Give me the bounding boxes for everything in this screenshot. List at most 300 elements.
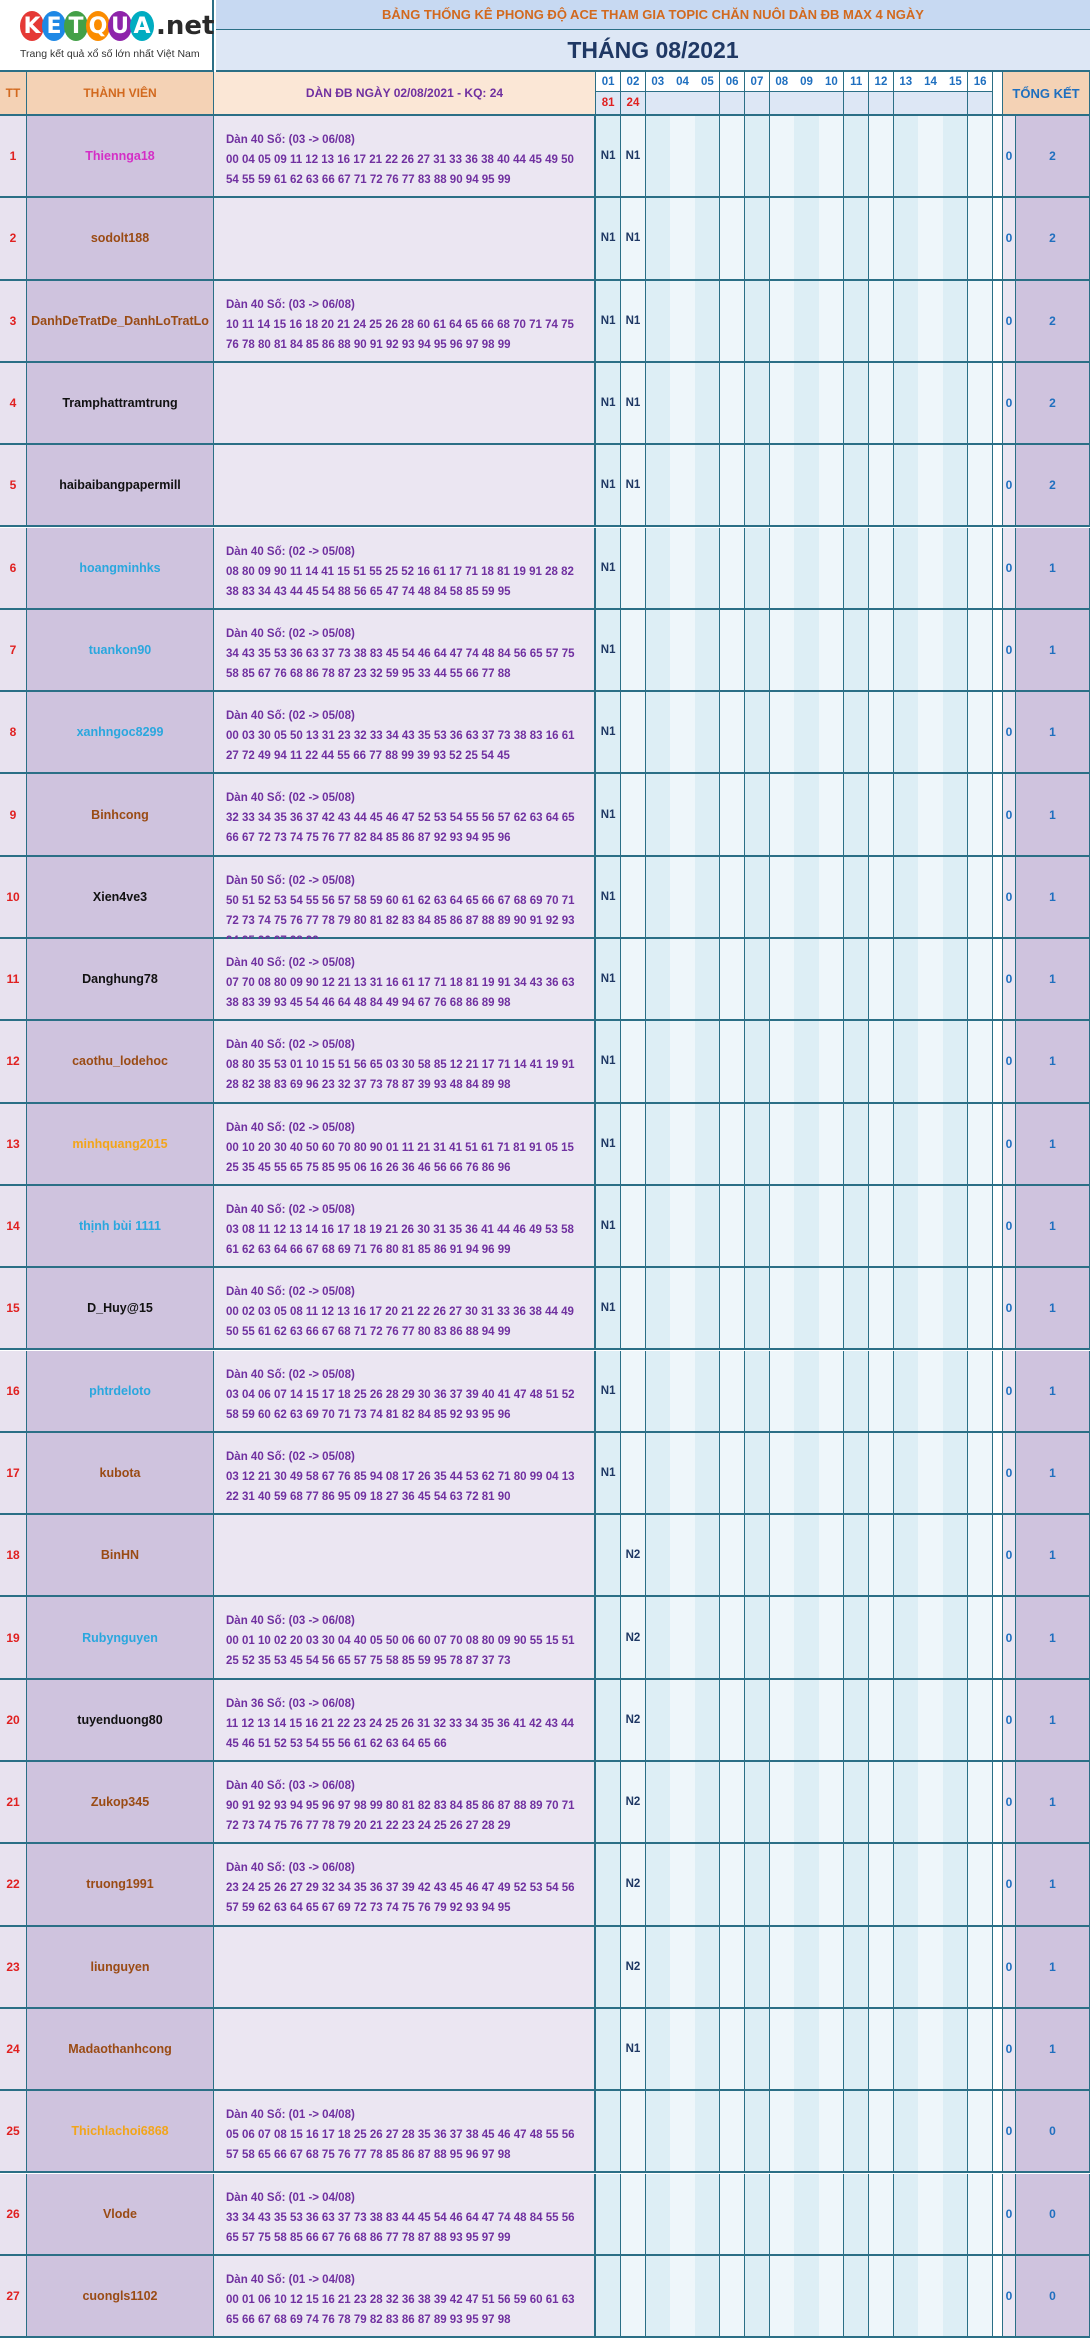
day-cell bbox=[695, 1104, 720, 1186]
day-cell bbox=[745, 1762, 770, 1844]
row-number: 26 bbox=[0, 2174, 27, 2256]
day-cell: N1 bbox=[621, 116, 646, 198]
row-spacer bbox=[993, 1927, 1003, 2009]
day-cell bbox=[894, 2256, 919, 2338]
day-cell bbox=[670, 692, 695, 774]
day-cell bbox=[918, 1268, 943, 1350]
day-cell bbox=[695, 1433, 720, 1515]
member-name[interactable]: cuongls1102 bbox=[27, 2256, 214, 2338]
day-cell bbox=[770, 1680, 795, 1762]
day-cell bbox=[646, 2256, 671, 2338]
row-number: 19 bbox=[0, 1597, 27, 1679]
day-cell bbox=[695, 116, 720, 198]
header-day: 01 bbox=[596, 72, 621, 92]
day-cell bbox=[968, 2009, 993, 2091]
row-zero: 0 bbox=[1003, 1186, 1016, 1268]
member-name[interactable]: Tramphattramtrung bbox=[27, 363, 214, 445]
day-cell bbox=[819, 939, 844, 1021]
day-cell: N1 bbox=[596, 774, 621, 856]
day-cell bbox=[670, 939, 695, 1021]
dan-list: 03 08 11 12 13 14 16 17 18 19 21 26 30 31 35 36 41 44 46 49 53 58 61 62 63 64 66 67 68 69 71 76 80 81 85 86 91 94 96 99 bbox=[226, 1223, 574, 1256]
member-name[interactable]: liunguyen bbox=[27, 1927, 214, 2009]
dan-list: 10 11 14 15 16 18 20 21 24 25 26 28 60 61 64 65 66 68 70 71 74 75 76 78 80 81 84 85 86 88 90 91 92 93 94 95 96 97 98 99 bbox=[226, 318, 574, 351]
day-cell bbox=[621, 692, 646, 774]
day-cell bbox=[869, 939, 894, 1021]
day-cell bbox=[794, 2091, 819, 2173]
day-cell bbox=[794, 1186, 819, 1268]
day-cell bbox=[968, 116, 993, 198]
row-spacer bbox=[993, 1104, 1003, 1186]
day-cell bbox=[670, 363, 695, 445]
day-cell: N2 bbox=[621, 1680, 646, 1762]
row-number: 9 bbox=[0, 774, 27, 856]
row-number: 1 bbox=[0, 116, 27, 198]
day-cell bbox=[918, 1927, 943, 2009]
day-cell bbox=[844, 198, 869, 280]
dan-list: 00 01 10 02 20 03 30 04 40 05 50 06 60 07 70 08 80 09 90 55 15 51 25 52 35 53 45 54 56 65 57 75 58 85 59 95 78 87 37 73 bbox=[226, 1635, 575, 1668]
row-total: 2 bbox=[1016, 116, 1090, 198]
row-total: 1 bbox=[1016, 692, 1090, 774]
header-day: 10 bbox=[819, 72, 844, 92]
day-cell bbox=[918, 198, 943, 280]
member-name[interactable]: BinHN bbox=[27, 1515, 214, 1597]
dan-list: 00 10 20 30 40 50 60 70 80 90 01 11 21 31 41 51 61 71 81 91 05 15 25 35 45 55 65 75 85 95 06 16 26 36 46 56 66 76 86 96 bbox=[226, 1141, 574, 1174]
row-total: 0 bbox=[1016, 2174, 1090, 2256]
day-cell bbox=[745, 1186, 770, 1268]
member-name[interactable]: DanhDeTratDe_DanhLoTratLo bbox=[27, 281, 214, 363]
day-cell bbox=[770, 1927, 795, 2009]
row-total: 1 bbox=[1016, 1104, 1090, 1186]
row-total: 1 bbox=[1016, 1927, 1090, 2009]
day-cell bbox=[794, 1844, 819, 1926]
day-cell bbox=[943, 528, 968, 610]
day-cell bbox=[646, 281, 671, 363]
day-cell bbox=[943, 1680, 968, 1762]
day-cell bbox=[943, 281, 968, 363]
member-name[interactable]: xanhngoc8299 bbox=[27, 692, 214, 774]
day-cell bbox=[745, 198, 770, 280]
row-zero: 0 bbox=[1003, 198, 1016, 280]
day-cell bbox=[918, 363, 943, 445]
day-cell bbox=[670, 2174, 695, 2256]
day-cell bbox=[794, 1104, 819, 1186]
header-day: 16 bbox=[968, 72, 993, 92]
header-day-result bbox=[844, 92, 869, 116]
day-cell bbox=[670, 1927, 695, 2009]
day-cell bbox=[621, 2091, 646, 2173]
day-cell bbox=[621, 1268, 646, 1350]
day-cell bbox=[918, 774, 943, 856]
day-cell bbox=[745, 1104, 770, 1186]
header-total: TỔNG KẾT bbox=[1003, 72, 1090, 116]
day-cell bbox=[844, 281, 869, 363]
row-spacer bbox=[993, 198, 1003, 280]
day-cell bbox=[968, 198, 993, 280]
day-cell bbox=[695, 1762, 720, 1844]
member-name[interactable]: caothu_lodehoc bbox=[27, 1021, 214, 1103]
day-cell bbox=[720, 1762, 745, 1844]
day-cell bbox=[894, 1927, 919, 2009]
day-cell bbox=[770, 692, 795, 774]
day-cell bbox=[720, 2256, 745, 2338]
day-cell bbox=[720, 2091, 745, 2173]
row-number: 22 bbox=[0, 1844, 27, 1926]
day-cell bbox=[720, 281, 745, 363]
day-cell bbox=[819, 2009, 844, 2091]
day-cell bbox=[646, 1433, 671, 1515]
day-cell: N1 bbox=[596, 610, 621, 692]
day-cell bbox=[968, 2091, 993, 2173]
day-cell bbox=[720, 1104, 745, 1186]
day-cell bbox=[745, 1021, 770, 1103]
day-cell bbox=[918, 939, 943, 1021]
dan-title: Dàn 40 Số: (02 -> 05/08) bbox=[226, 710, 355, 723]
day-cell bbox=[819, 281, 844, 363]
day-cell bbox=[646, 939, 671, 1021]
day-cell bbox=[695, 610, 720, 692]
day-cell bbox=[720, 692, 745, 774]
day-cell bbox=[794, 1433, 819, 1515]
dan-numbers bbox=[214, 1844, 596, 1926]
member-name[interactable]: haibaibangpapermill bbox=[27, 445, 214, 527]
row-total: 2 bbox=[1016, 198, 1090, 280]
day-cell bbox=[770, 774, 795, 856]
day-cell bbox=[968, 1351, 993, 1433]
dan-title: Dàn 40 Số: (01 -> 04/08) bbox=[226, 2191, 355, 2204]
row-number: 13 bbox=[0, 1104, 27, 1186]
dan-title: Dàn 40 Số: (02 -> 05/08) bbox=[226, 1121, 355, 1134]
day-cell bbox=[943, 1597, 968, 1679]
day-cell bbox=[943, 1104, 968, 1186]
day-cell bbox=[770, 281, 795, 363]
row-zero: 0 bbox=[1003, 281, 1016, 363]
row-total: 1 bbox=[1016, 1268, 1090, 1350]
day-cell bbox=[943, 1927, 968, 2009]
row-spacer bbox=[993, 116, 1003, 198]
dan-numbers bbox=[214, 692, 596, 774]
day-cell bbox=[869, 1268, 894, 1350]
day-cell: N1 bbox=[596, 692, 621, 774]
header-day-result bbox=[968, 92, 993, 116]
day-cell bbox=[894, 2009, 919, 2091]
member-name[interactable]: phtrdeloto bbox=[27, 1351, 214, 1433]
day-cell bbox=[770, 1844, 795, 1926]
day-cell bbox=[770, 1021, 795, 1103]
day-cell bbox=[844, 2009, 869, 2091]
day-cell bbox=[943, 2256, 968, 2338]
day-cell bbox=[646, 1844, 671, 1926]
day-cell bbox=[894, 1680, 919, 1762]
day-cell bbox=[621, 1186, 646, 1268]
day-cell bbox=[869, 2009, 894, 2091]
day-cell bbox=[844, 363, 869, 445]
day-cell bbox=[943, 1844, 968, 1926]
row-spacer bbox=[993, 363, 1003, 445]
dan-numbers bbox=[214, 1680, 596, 1762]
dan-title: Dàn 40 Số: (01 -> 04/08) bbox=[226, 2109, 355, 2122]
day-cell bbox=[844, 610, 869, 692]
header-day: 07 bbox=[745, 72, 770, 92]
day-cell bbox=[770, 445, 795, 527]
day-cell bbox=[819, 610, 844, 692]
header-day: 15 bbox=[943, 72, 968, 92]
day-cell bbox=[943, 610, 968, 692]
day-cell bbox=[894, 610, 919, 692]
day-cell bbox=[770, 1186, 795, 1268]
day-cell bbox=[695, 281, 720, 363]
day-cell bbox=[819, 1762, 844, 1844]
row-number: 4 bbox=[0, 363, 27, 445]
member-name[interactable]: sodolt188 bbox=[27, 198, 214, 280]
dan-title: Dàn 40 Số: (02 -> 05/08) bbox=[226, 957, 355, 969]
day-cell bbox=[770, 2174, 795, 2256]
day-cell bbox=[968, 281, 993, 363]
row-number: 27 bbox=[0, 2256, 27, 2338]
day-cell bbox=[794, 528, 819, 610]
day-cell bbox=[894, 857, 919, 939]
dan-list: 00 04 05 09 11 12 13 16 17 21 22 26 27 31 33 36 38 40 44 45 49 50 54 55 59 61 62 63 66 67 71 72 76 77 83 88 90 94 95 99 bbox=[226, 154, 574, 186]
dan-list: 33 34 43 35 53 36 63 37 73 38 83 44 45 54 46 64 47 74 48 84 55 56 65 57 75 58 85 66 67 76 68 86 77 78 87 88 93 95 97 99 bbox=[226, 2211, 575, 2244]
day-cell bbox=[819, 528, 844, 610]
member-name[interactable]: Thiennga18 bbox=[27, 116, 214, 198]
row-number: 3 bbox=[0, 281, 27, 363]
day-cell: N1 bbox=[596, 1433, 621, 1515]
dan-list: 07 70 08 80 09 90 12 21 13 31 16 61 17 71 18 81 19 91 34 43 36 63 38 83 39 93 45 54 46 64 48 84 49 94 67 76 68 86 89 98 bbox=[226, 977, 575, 1009]
row-spacer bbox=[993, 939, 1003, 1021]
dan-numbers bbox=[214, 445, 596, 527]
day-cell bbox=[646, 857, 671, 939]
day-cell bbox=[596, 1597, 621, 1679]
day-cell bbox=[918, 2256, 943, 2338]
member-name[interactable]: tuyenduong80 bbox=[27, 1680, 214, 1762]
day-cell bbox=[621, 1104, 646, 1186]
row-zero: 0 bbox=[1003, 1433, 1016, 1515]
day-cell bbox=[819, 2256, 844, 2338]
logo-letter: K bbox=[20, 11, 44, 41]
row-number: 18 bbox=[0, 1515, 27, 1597]
logo-letter: Q bbox=[86, 11, 110, 41]
day-cell bbox=[670, 1433, 695, 1515]
day-cell bbox=[745, 281, 770, 363]
day-cell bbox=[794, 2009, 819, 2091]
day-cell bbox=[745, 1844, 770, 1926]
member-name[interactable]: Zukop345 bbox=[27, 1762, 214, 1844]
day-cell bbox=[844, 1186, 869, 1268]
day-cell bbox=[794, 1597, 819, 1679]
day-cell bbox=[943, 774, 968, 856]
day-cell bbox=[943, 363, 968, 445]
day-cell bbox=[596, 1844, 621, 1926]
day-cell bbox=[794, 1680, 819, 1762]
day-cell bbox=[670, 1104, 695, 1186]
dan-numbers bbox=[214, 2091, 596, 2173]
row-spacer bbox=[993, 1186, 1003, 1268]
day-cell bbox=[943, 1268, 968, 1350]
day-cell: N1 bbox=[596, 1021, 621, 1103]
row-total: 1 bbox=[1016, 774, 1090, 856]
day-cell bbox=[770, 1433, 795, 1515]
member-name[interactable]: Vlode bbox=[27, 2174, 214, 2256]
member-name[interactable]: Xien4ve3 bbox=[27, 857, 214, 939]
header-day-result bbox=[943, 92, 968, 116]
day-cell bbox=[695, 1597, 720, 1679]
brand-block[interactable] bbox=[0, 0, 214, 72]
dan-numbers bbox=[214, 1927, 596, 2009]
day-cell bbox=[968, 1515, 993, 1597]
day-cell bbox=[869, 116, 894, 198]
day-cell: N1 bbox=[596, 528, 621, 610]
dan-numbers bbox=[214, 1104, 596, 1186]
day-cell bbox=[720, 2174, 745, 2256]
member-name[interactable]: tuankon90 bbox=[27, 610, 214, 692]
day-cell bbox=[794, 1268, 819, 1350]
day-cell bbox=[670, 1021, 695, 1103]
day-cell bbox=[968, 1927, 993, 2009]
day-cell bbox=[844, 2174, 869, 2256]
dan-list: 00 03 30 05 50 13 31 23 32 33 34 43 35 53 36 63 37 73 38 83 16 61 27 72 49 94 11 22 44 55 66 77 88 99 39 93 52 25 54 45 bbox=[226, 730, 575, 763]
row-number: 23 bbox=[0, 1927, 27, 2009]
day-cell bbox=[745, 2091, 770, 2173]
row-zero: 0 bbox=[1003, 2091, 1016, 2173]
member-name[interactable]: thịnh bùi 1111 bbox=[27, 1186, 214, 1268]
day-cell bbox=[695, 692, 720, 774]
day-cell bbox=[646, 198, 671, 280]
day-cell bbox=[918, 1844, 943, 1926]
row-spacer bbox=[993, 281, 1003, 363]
member-name[interactable]: Thichlachoi6868 bbox=[27, 2091, 214, 2173]
row-total: 2 bbox=[1016, 445, 1090, 527]
dan-list: 11 12 13 14 15 16 21 22 23 24 25 26 31 32 33 34 35 36 41 42 43 44 45 46 51 52 53 54 55 56 61 62 63 64 65 66 bbox=[226, 1717, 574, 1750]
day-cell bbox=[894, 1597, 919, 1679]
day-cell bbox=[869, 1351, 894, 1433]
day-cell bbox=[918, 281, 943, 363]
day-cell bbox=[819, 1680, 844, 1762]
row-spacer bbox=[993, 1597, 1003, 1679]
day-cell bbox=[943, 2174, 968, 2256]
header-day: 13 bbox=[894, 72, 919, 92]
day-cell bbox=[621, 857, 646, 939]
day-cell bbox=[670, 610, 695, 692]
day-cell bbox=[894, 692, 919, 774]
day-cell bbox=[720, 363, 745, 445]
header-day-result bbox=[869, 92, 894, 116]
day-cell bbox=[968, 774, 993, 856]
dan-numbers bbox=[214, 610, 596, 692]
day-cell bbox=[819, 445, 844, 527]
day-cell bbox=[745, 692, 770, 774]
day-cell bbox=[770, 2091, 795, 2173]
day-cell bbox=[670, 2091, 695, 2173]
row-total: 1 bbox=[1016, 1597, 1090, 1679]
day-cell bbox=[844, 1021, 869, 1103]
day-cell bbox=[894, 445, 919, 527]
day-cell bbox=[894, 281, 919, 363]
day-cell bbox=[646, 1680, 671, 1762]
day-cell bbox=[844, 1927, 869, 2009]
member-name[interactable]: D_Huy@15 bbox=[27, 1268, 214, 1350]
member-name[interactable]: Binhcong bbox=[27, 774, 214, 856]
day-cell bbox=[745, 1433, 770, 1515]
header-day: 04 bbox=[670, 72, 695, 92]
dan-numbers bbox=[214, 363, 596, 445]
day-cell bbox=[869, 1927, 894, 2009]
row-zero: 0 bbox=[1003, 1515, 1016, 1597]
header-day: 11 bbox=[844, 72, 869, 92]
day-cell bbox=[794, 2256, 819, 2338]
day-cell bbox=[720, 1515, 745, 1597]
member-name[interactable]: Madaothanhcong bbox=[27, 2009, 214, 2091]
dan-numbers bbox=[214, 1433, 596, 1515]
row-total: 1 bbox=[1016, 2009, 1090, 2091]
day-cell bbox=[869, 1680, 894, 1762]
day-cell bbox=[745, 2009, 770, 2091]
member-name[interactable]: kubota bbox=[27, 1433, 214, 1515]
day-cell bbox=[918, 2009, 943, 2091]
day-cell bbox=[720, 1351, 745, 1433]
header-tt: TT bbox=[0, 72, 27, 116]
day-cell bbox=[646, 116, 671, 198]
row-spacer bbox=[993, 1680, 1003, 1762]
row-spacer bbox=[993, 528, 1003, 610]
day-cell bbox=[894, 939, 919, 1021]
member-name[interactable]: truong1991 bbox=[27, 1844, 214, 1926]
row-spacer bbox=[993, 774, 1003, 856]
day-cell bbox=[894, 2174, 919, 2256]
day-cell bbox=[943, 1515, 968, 1597]
day-cell bbox=[869, 281, 894, 363]
dan-numbers bbox=[214, 2256, 596, 2338]
day-cell bbox=[968, 445, 993, 527]
row-zero: 0 bbox=[1003, 2174, 1016, 2256]
member-name[interactable]: Rubynguyen bbox=[27, 1597, 214, 1679]
day-cell bbox=[745, 610, 770, 692]
logo-letter: U bbox=[108, 11, 132, 41]
day-cell bbox=[720, 1680, 745, 1762]
day-cell bbox=[770, 116, 795, 198]
day-cell bbox=[794, 281, 819, 363]
dan-list: 90 91 92 93 94 95 96 97 98 99 80 81 82 83 84 85 86 87 88 89 70 71 72 73 74 75 76 77 78 79 20 21 22 23 24 25 26 27 28 29 bbox=[226, 1800, 575, 1832]
day-cell bbox=[646, 1268, 671, 1350]
row-spacer bbox=[993, 692, 1003, 774]
dan-list: 08 80 35 53 01 10 15 51 56 65 03 30 58 85 12 21 17 71 14 41 19 91 28 82 38 83 69 96 23 32 37 73 78 87 39 93 48 84 89 98 bbox=[226, 1059, 575, 1092]
day-cell bbox=[794, 363, 819, 445]
member-name[interactable]: minhquang2015 bbox=[27, 1104, 214, 1186]
day-cell bbox=[819, 116, 844, 198]
dan-title: Dàn 36 Số: (03 -> 06/08) bbox=[226, 1697, 355, 1710]
member-name[interactable]: Danghung78 bbox=[27, 939, 214, 1021]
header-spacer bbox=[993, 72, 1003, 116]
header-day: 02 bbox=[621, 72, 646, 92]
day-cell bbox=[869, 610, 894, 692]
dan-list: 00 02 03 05 08 11 12 13 16 17 20 21 22 26 27 30 31 33 36 38 44 49 50 55 61 62 63 66 67 68 71 72 76 77 80 83 86 88 94 99 bbox=[226, 1306, 574, 1339]
header-day-result bbox=[745, 92, 770, 116]
day-cell bbox=[918, 2174, 943, 2256]
day-cell bbox=[968, 1268, 993, 1350]
day-cell bbox=[943, 198, 968, 280]
day-cell bbox=[894, 198, 919, 280]
day-cell bbox=[819, 1597, 844, 1679]
dan-list: 03 04 06 07 14 15 17 18 25 26 28 29 30 36 37 39 40 41 47 48 51 52 58 59 60 62 63 69 70 71 73 74 81 82 84 85 92 93 95 96 bbox=[226, 1388, 575, 1421]
member-name[interactable]: hoangminhks bbox=[27, 528, 214, 610]
row-number: 5 bbox=[0, 445, 27, 527]
day-cell bbox=[720, 1433, 745, 1515]
day-cell bbox=[918, 1186, 943, 1268]
day-cell bbox=[695, 1927, 720, 2009]
row-spacer bbox=[993, 1351, 1003, 1433]
row-spacer bbox=[993, 2174, 1003, 2256]
day-cell: N1 bbox=[596, 1186, 621, 1268]
day-cell bbox=[646, 2091, 671, 2173]
